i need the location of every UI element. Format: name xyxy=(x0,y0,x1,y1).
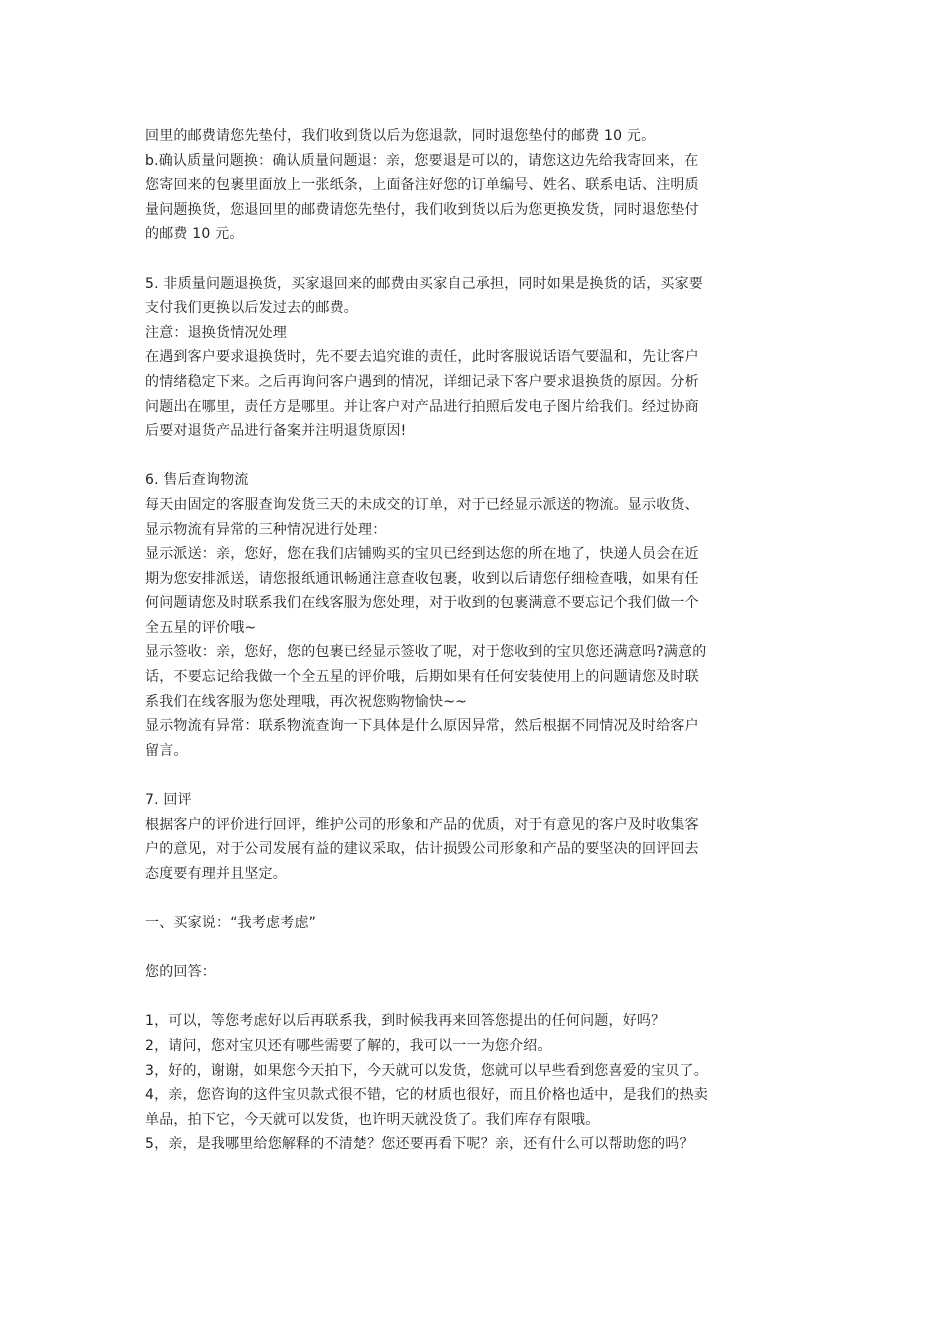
text-line: 显示物流有异常：联系物流查询一下具体是什么原因异常，然后根据不同情况及时给客户 xyxy=(145,718,699,735)
text-line: 话，不要忘记给我做一个全五星的评价哦，后期如果有任何安装使用上的问题请您及时联 xyxy=(145,669,699,686)
text-line: 5，亲，是我哪里给您解释的不清楚？您还要再看下呢？亲，还有什么可以帮助您的吗？ xyxy=(145,1136,694,1153)
paragraph-gap xyxy=(145,936,810,961)
text-line: 显示物流有异常的三种情况进行处理： xyxy=(145,521,387,538)
text-line: 根据客户的评价进行回评，维护公司的形象和产品的优质，对于有意见的客户及时收集客 xyxy=(145,816,699,833)
text-line: 问题出在哪里，责任方是哪里。并让客户对产品进行拍照后发电子图片给我们。经过协商 xyxy=(145,398,699,415)
paragraph-gap xyxy=(145,444,810,469)
text-line: 6. 售后查询物流 xyxy=(145,472,249,489)
text-line: b.确认质量问题换：确认质量问题退：亲，您要退是可以的，请您这边先给我寄回来，在 xyxy=(145,152,699,169)
paragraph-gap xyxy=(145,763,810,788)
text-line: 期为您安排派送，请您报纸通讯畅通注意查收包裹，收到以后请您仔细检查哦，如果有任 xyxy=(145,570,699,587)
text-line: 支付我们更换以后发过去的邮费。 xyxy=(145,300,358,317)
text-line: 显示派送：亲，您好，您在我们店铺购买的宝贝已经到达您的所在地了，快递人员会在近 xyxy=(145,546,699,563)
text-line: 显示签收：亲，您好，您的包裹已经显示签收了呢，对于您收到的宝贝您还满意吗?满意的 xyxy=(145,644,707,661)
text-line: 回里的邮费请您先垫付，我们收到货以后为您退款，同时退您垫付的邮费 10 元。 xyxy=(145,128,656,144)
text-line: 全五星的评价哦~ xyxy=(145,619,257,636)
text-line: 2，请问，您对宝贝还有哪些需要了解的，我可以一一为您介绍。 xyxy=(145,1037,552,1054)
text-line: 5. 非质量问题退换货，买家退回来的邮费由买家自己承担，同时如果是换货的话，买家要 xyxy=(145,275,704,292)
text-line: 您寄回来的包裹里面放上一张纸条，上面备注好您的订单编号、姓名、联系电话、注明质 xyxy=(145,177,699,194)
text-line: 3，好的，谢谢，如果您今天拍下，今天就可以发货，您就可以早些看到您喜爱的宝贝了。 xyxy=(145,1062,708,1079)
text-line: 4，亲，您咨询的这件宝贝款式很不错，它的材质也很好，而且价格也适中，是我们的热卖 xyxy=(145,1087,708,1104)
paragraph-gap xyxy=(145,247,810,272)
text-line: 1，可以，等您考虑好以后再联系我，到时候我再来回答您提出的任何问题，好吗？ xyxy=(145,1013,666,1030)
text-line: 在遇到客户要求退换货时，先不要去追究谁的责任，此时客服说话语气要温和，先让客户 xyxy=(145,349,699,366)
text-line: 何问题请您及时联系我们在线客服为您处理，对于收到的包裹满意不要忘记个我们做一个 xyxy=(145,595,699,612)
text-line: 单品，拍下它，今天就可以发货，也许明天就没货了。我们库存有限哦。 xyxy=(145,1111,600,1128)
text-line: 注意：退换货情况处理 xyxy=(145,324,287,341)
text-line: 量问题换货，您退回里的邮费请您先垫付，我们收到货以后为您更换发货，同时退您垫付 xyxy=(145,201,699,218)
document-body xyxy=(145,124,810,1157)
text-line: 7. 回评 xyxy=(145,792,192,809)
text-line: 态度要有理并且坚定。 xyxy=(145,865,287,882)
text-line: 一、买家说：“我考虑考虑” xyxy=(145,915,317,931)
text-line: 户的意见，对于公司发展有益的建议采取，估计损毁公司形象和产品的要坚决的回评回去 xyxy=(145,841,699,858)
text-line: 您的回答： xyxy=(145,964,216,981)
text-line: 留言。 xyxy=(145,742,188,759)
text-line: 后要对退货产品进行备案并注明退货原因! xyxy=(145,423,407,440)
text-line: 的邮费 10 元。 xyxy=(145,226,244,243)
paragraph-gap xyxy=(145,886,810,911)
text-line: 的情绪稳定下来。之后再询问客户遇到的情况，详细记录下客户要求退换货的原因。分析 xyxy=(145,373,699,390)
text-line: 每天由固定的客服查询发货三天的未成交的订单，对于已经显示派送的物流。显示收货、 xyxy=(145,496,699,513)
text-line: 系我们在线客服为您处理哦，再次祝您购物愉快~~ xyxy=(145,693,468,710)
paragraph-gap xyxy=(145,985,810,1010)
